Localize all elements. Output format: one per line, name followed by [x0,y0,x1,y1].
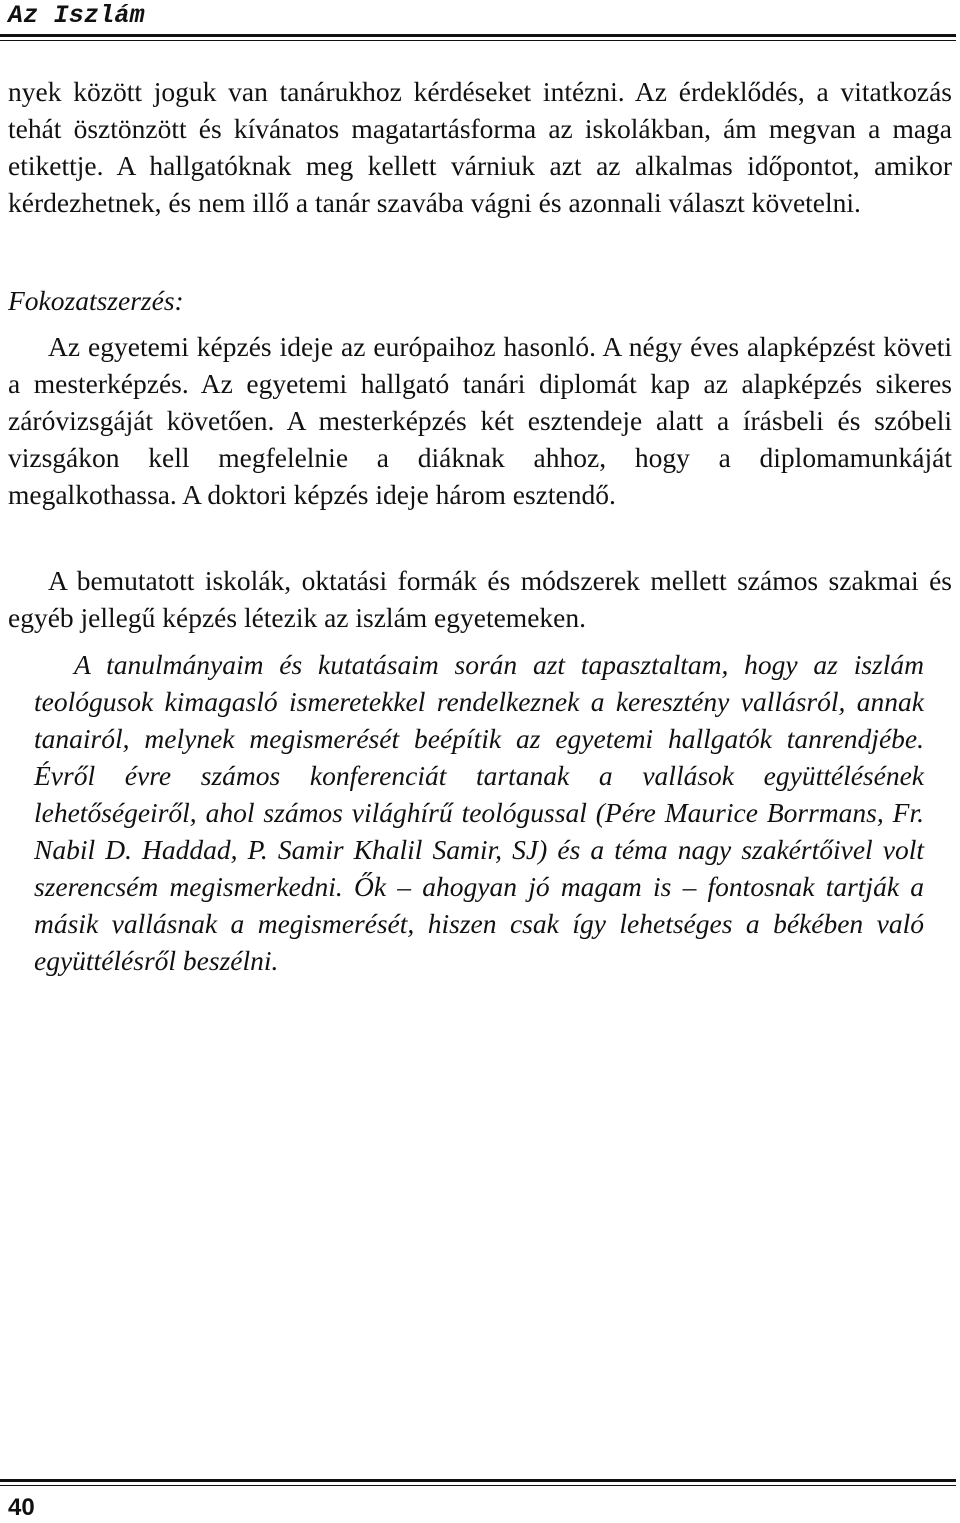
italic-quote-paragraph: A tanulmányaim és kutatásaim során azt tapasztaltam, hogy az iszlám teológusok kimagasló ismeretekkel rendelkeznek a keresztény vallásról, annak tanairól, melynek megismerését beépítik az egyetemi hallgatók tanrendjébe. Évről évre számos konferenciát tartanak a vallások együttélésének lehetőségeiről, ahol számos világhírű teológussal (Pére Maurice Borrmans, Fr. Nabil D. Haddad, P. Samir Khalil Samir, SJ) és a téma nagy szakértőivel volt szerencsém megismerkedni. Ők – ahogyan jó magam is – fontosnak tartják a másik vallásnak a megismerését, hiszen csak így lehetséges a békében való együttélésről beszélni. [34,649,924,976]
header-title: Az Iszlám [8,1,145,30]
footer-rule [0,1479,956,1482]
paragraph: Az egyetemi képzés ideje az európaihoz hasonló. A négy éves alapképzést követi a mesterképzés. Az egyetemi hallgató tanári diplomát kap az alapképzés sikeres záróvizsgáját követően. A mesterképzés két esztendeje alatt a írásbeli és szóbeli vizsgákon kell megfelelnie a diáknak ahhoz, hogy a diplomamunkáját megalkothassa. A doktori képzés ideje három esztendő. [8,331,952,510]
footer-rule-secondary [0,1485,956,1486]
section-subheading: Fokozatszerzés: [8,285,184,316]
paragraph: nyek között joguk van tanárukhoz kérdéseket intézni. Az érdeklődés, a vitatkozás tehát ösztönzött és kívánatos magatartásforma az iskolákban, ám megvan a maga etikettje. A hallgatóknak meg kellett várniuk azt az alkalmas időpontot, amikor kérdezhetnek, és nem illő a tanár szavába vágni és azonnali választ követelni. [8,76,952,218]
header-rule [0,34,956,37]
header-rule-secondary [0,40,956,41]
paragraph: A bemutatott iskolák, oktatási formák és módszerek mellett számos szakmai és egyéb jellegű képzés létezik az iszlám egyetemeken. [8,565,952,633]
page-number: 40 [8,1494,35,1521]
